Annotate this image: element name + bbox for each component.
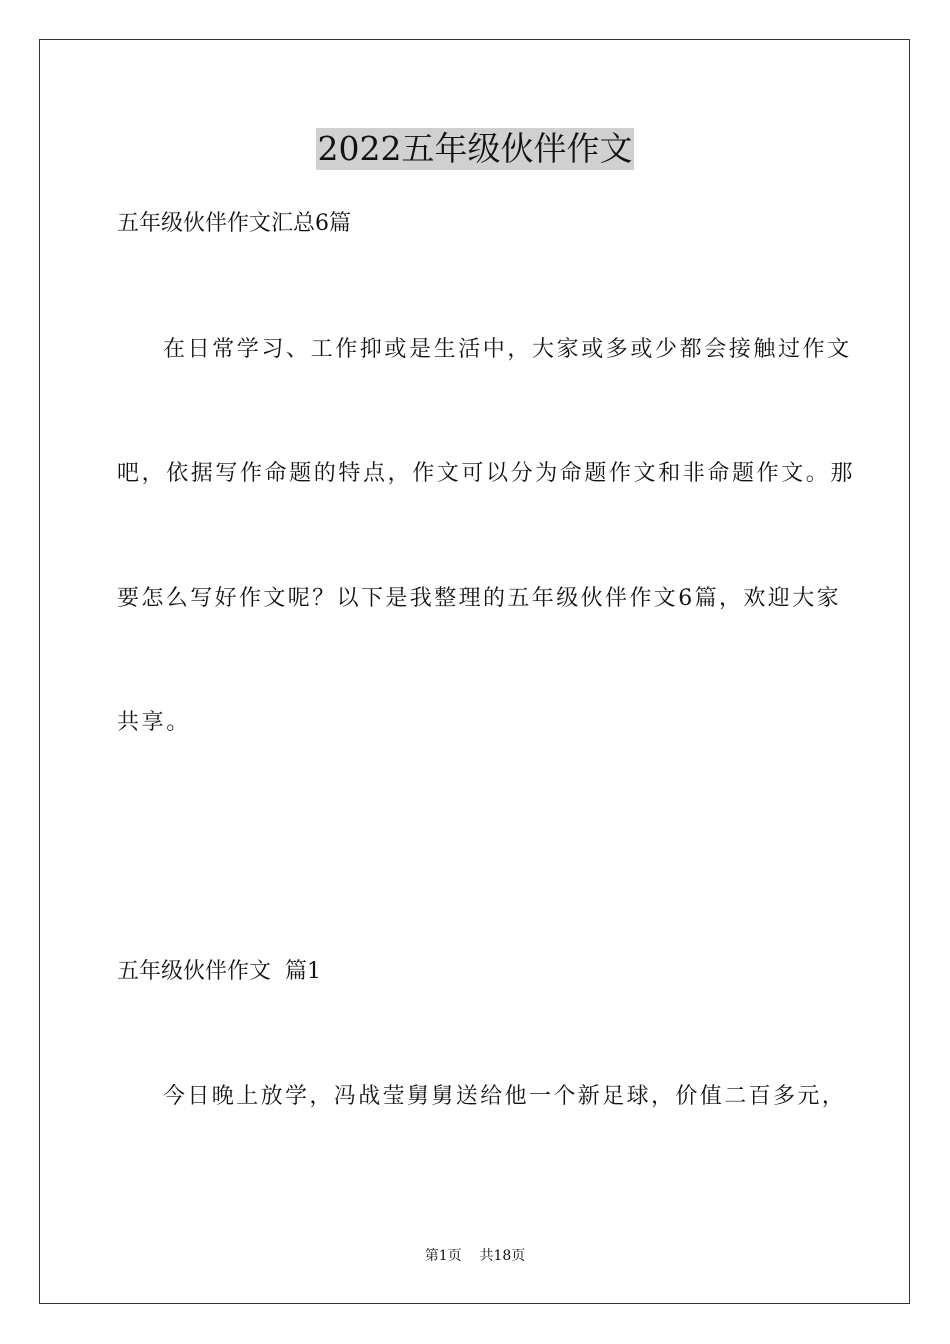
title-wrap	[0, 128, 950, 170]
document-subtitle: 五年级伙伴作文汇总6篇	[117, 211, 351, 236]
intro-line-3: 要怎么写好作文呢？以下是我整理的五年级伙伴作文6篇，欢迎大家	[117, 586, 841, 611]
section-heading: 五年级伙伴作文 篇1	[117, 959, 321, 984]
intro-line-1: 在日常学习、工作抑或是生活中，大家或多或少都会接触过作文	[163, 337, 852, 362]
intro-line-2: 吧，依据写作命题的特点，作文可以分为命题作文和非命题作文。那	[117, 461, 856, 486]
section-line-1: 今日晚上放学，冯战莹舅舅送给他一个新足球，价值二百多元，	[163, 1084, 847, 1109]
document-title: 2022五年级伙伴作文	[317, 129, 633, 168]
page-footer: 第1页 共18页	[424, 1248, 526, 1264]
intro-line-4: 共享。	[117, 710, 191, 735]
